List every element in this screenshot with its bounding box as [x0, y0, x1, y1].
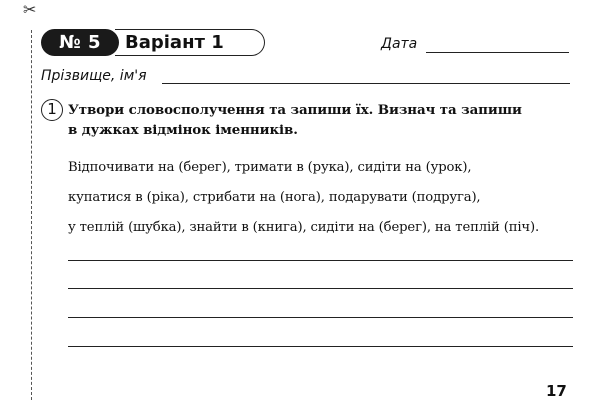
- cut-line: [31, 30, 32, 400]
- worksheet-header: [41, 27, 571, 61]
- page-number: 17: [546, 382, 567, 400]
- exercise-number-badge: № 5: [41, 29, 119, 56]
- variant-title: Варіант 1: [125, 32, 224, 53]
- task-instruction: [68, 100, 573, 140]
- phrase-list: [68, 153, 578, 243]
- answer-line[interactable]: [68, 260, 573, 261]
- phrase-line: у теплій (шубка), знайти в (книга), сидіти на (берег), на теплій (піч).: [68, 220, 540, 235]
- answer-line[interactable]: [68, 317, 573, 318]
- answer-line[interactable]: [68, 346, 573, 347]
- date-label: Дата: [381, 36, 418, 52]
- answer-line[interactable]: [68, 288, 573, 289]
- instruction-line: в дужках відмінок іменників.: [68, 122, 298, 138]
- instruction-line: Утвори словосполучення та запиши їх. Визнач та запиши: [68, 102, 522, 118]
- name-label: Прізвище, ім'я: [41, 68, 147, 84]
- phrase-line: купатися в (ріка), стрибати на (нога), подарувати (подруга),: [68, 190, 481, 205]
- name-field-line[interactable]: [162, 83, 570, 84]
- date-field-line[interactable]: [426, 52, 569, 53]
- phrase-line: Відпочивати на (берег), тримати в (рука), сидіти на (урок),: [68, 160, 472, 175]
- scissors-icon: ✂: [23, 0, 37, 19]
- task-number-circle: 1: [41, 99, 63, 121]
